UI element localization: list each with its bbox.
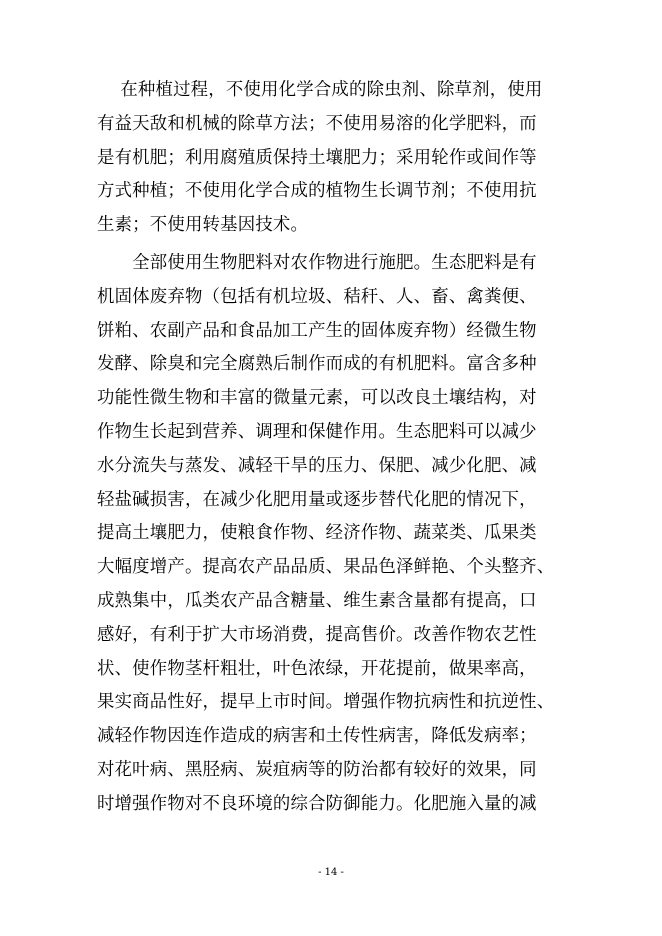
text-line: 饼粕、农副产品和食品加工产生的固体废弃物）经微生物 [97, 320, 537, 341]
text-line: 时增强作物对不良环境的综合防御能力。化肥施入量的减 [97, 793, 537, 814]
paragraph-1 [97, 74, 567, 243]
text-line: 是有机肥；利用腐殖质保持土壤肥力；采用轮作或间作等 [97, 147, 537, 168]
text-line: 生素；不使用转基因技术。 [97, 215, 309, 236]
text-line: 提高土壤肥力，使粮食作物、经济作物、蔬菜类、瓜果类 [97, 523, 537, 544]
text-line: 对花叶病、黑胫病、炭疽病等的防治都有较好的效果，同 [97, 759, 537, 780]
body-text [97, 74, 567, 822]
text-line: 机固体废弃物（包括有机垃圾、秸秆、人、畜、禽粪便、 [97, 286, 537, 307]
text-line: 有益天敌和机械的除草方法；不使用易溶的化学肥料，而 [97, 113, 537, 134]
text-line: 方式种植；不使用化学合成的植物生长调节剂；不使用抗 [97, 181, 537, 202]
text-line: 感好，有利于扩大市场消费，提高售价。改善作物农艺性 [97, 624, 537, 645]
paragraph-2 [97, 247, 567, 822]
text-line: 减轻作物因连作造成的病害和土传性病害，降低发病率； [97, 726, 537, 747]
text-line: 全部使用生物肥料对农作物进行施肥。生态肥料是有 [97, 252, 537, 273]
text-line: 发酵、除臭和完全腐熟后制作而成的有机肥料。富含多种 [97, 354, 537, 375]
text-line: 轻盐碱损害，在减少化肥用量或逐步替代化肥的情况下， [97, 489, 537, 510]
text-line: 大幅度增产。提高农产品品质、果品色泽鲜艳、个头整齐、 [97, 557, 555, 578]
text-line: 状、使作物茎杆粗壮，叶色浓绿，开花提前，做果率高， [97, 658, 537, 679]
text-line: 在种植过程，不使用化学合成的除虫剂、除草剂，使用 [97, 80, 543, 100]
text-line: 作物生长起到营养、调理和保健作用。生态肥料可以减少 [97, 421, 537, 442]
text-line: 果实商品性好，提早上市时间。增强作物抗病性和抗逆性、 [97, 692, 555, 713]
text-line: 成熟集中，瓜类农产品含糖量、维生素含量都有提高，口 [97, 590, 537, 611]
page-number: - 14 - [318, 867, 344, 878]
text-line: 水分流失与蒸发、减轻干旱的压力、保肥、减少化肥、减 [97, 455, 537, 476]
text-line: 功能性微生物和丰富的微量元素，可以改良土壤结构，对 [97, 388, 537, 409]
